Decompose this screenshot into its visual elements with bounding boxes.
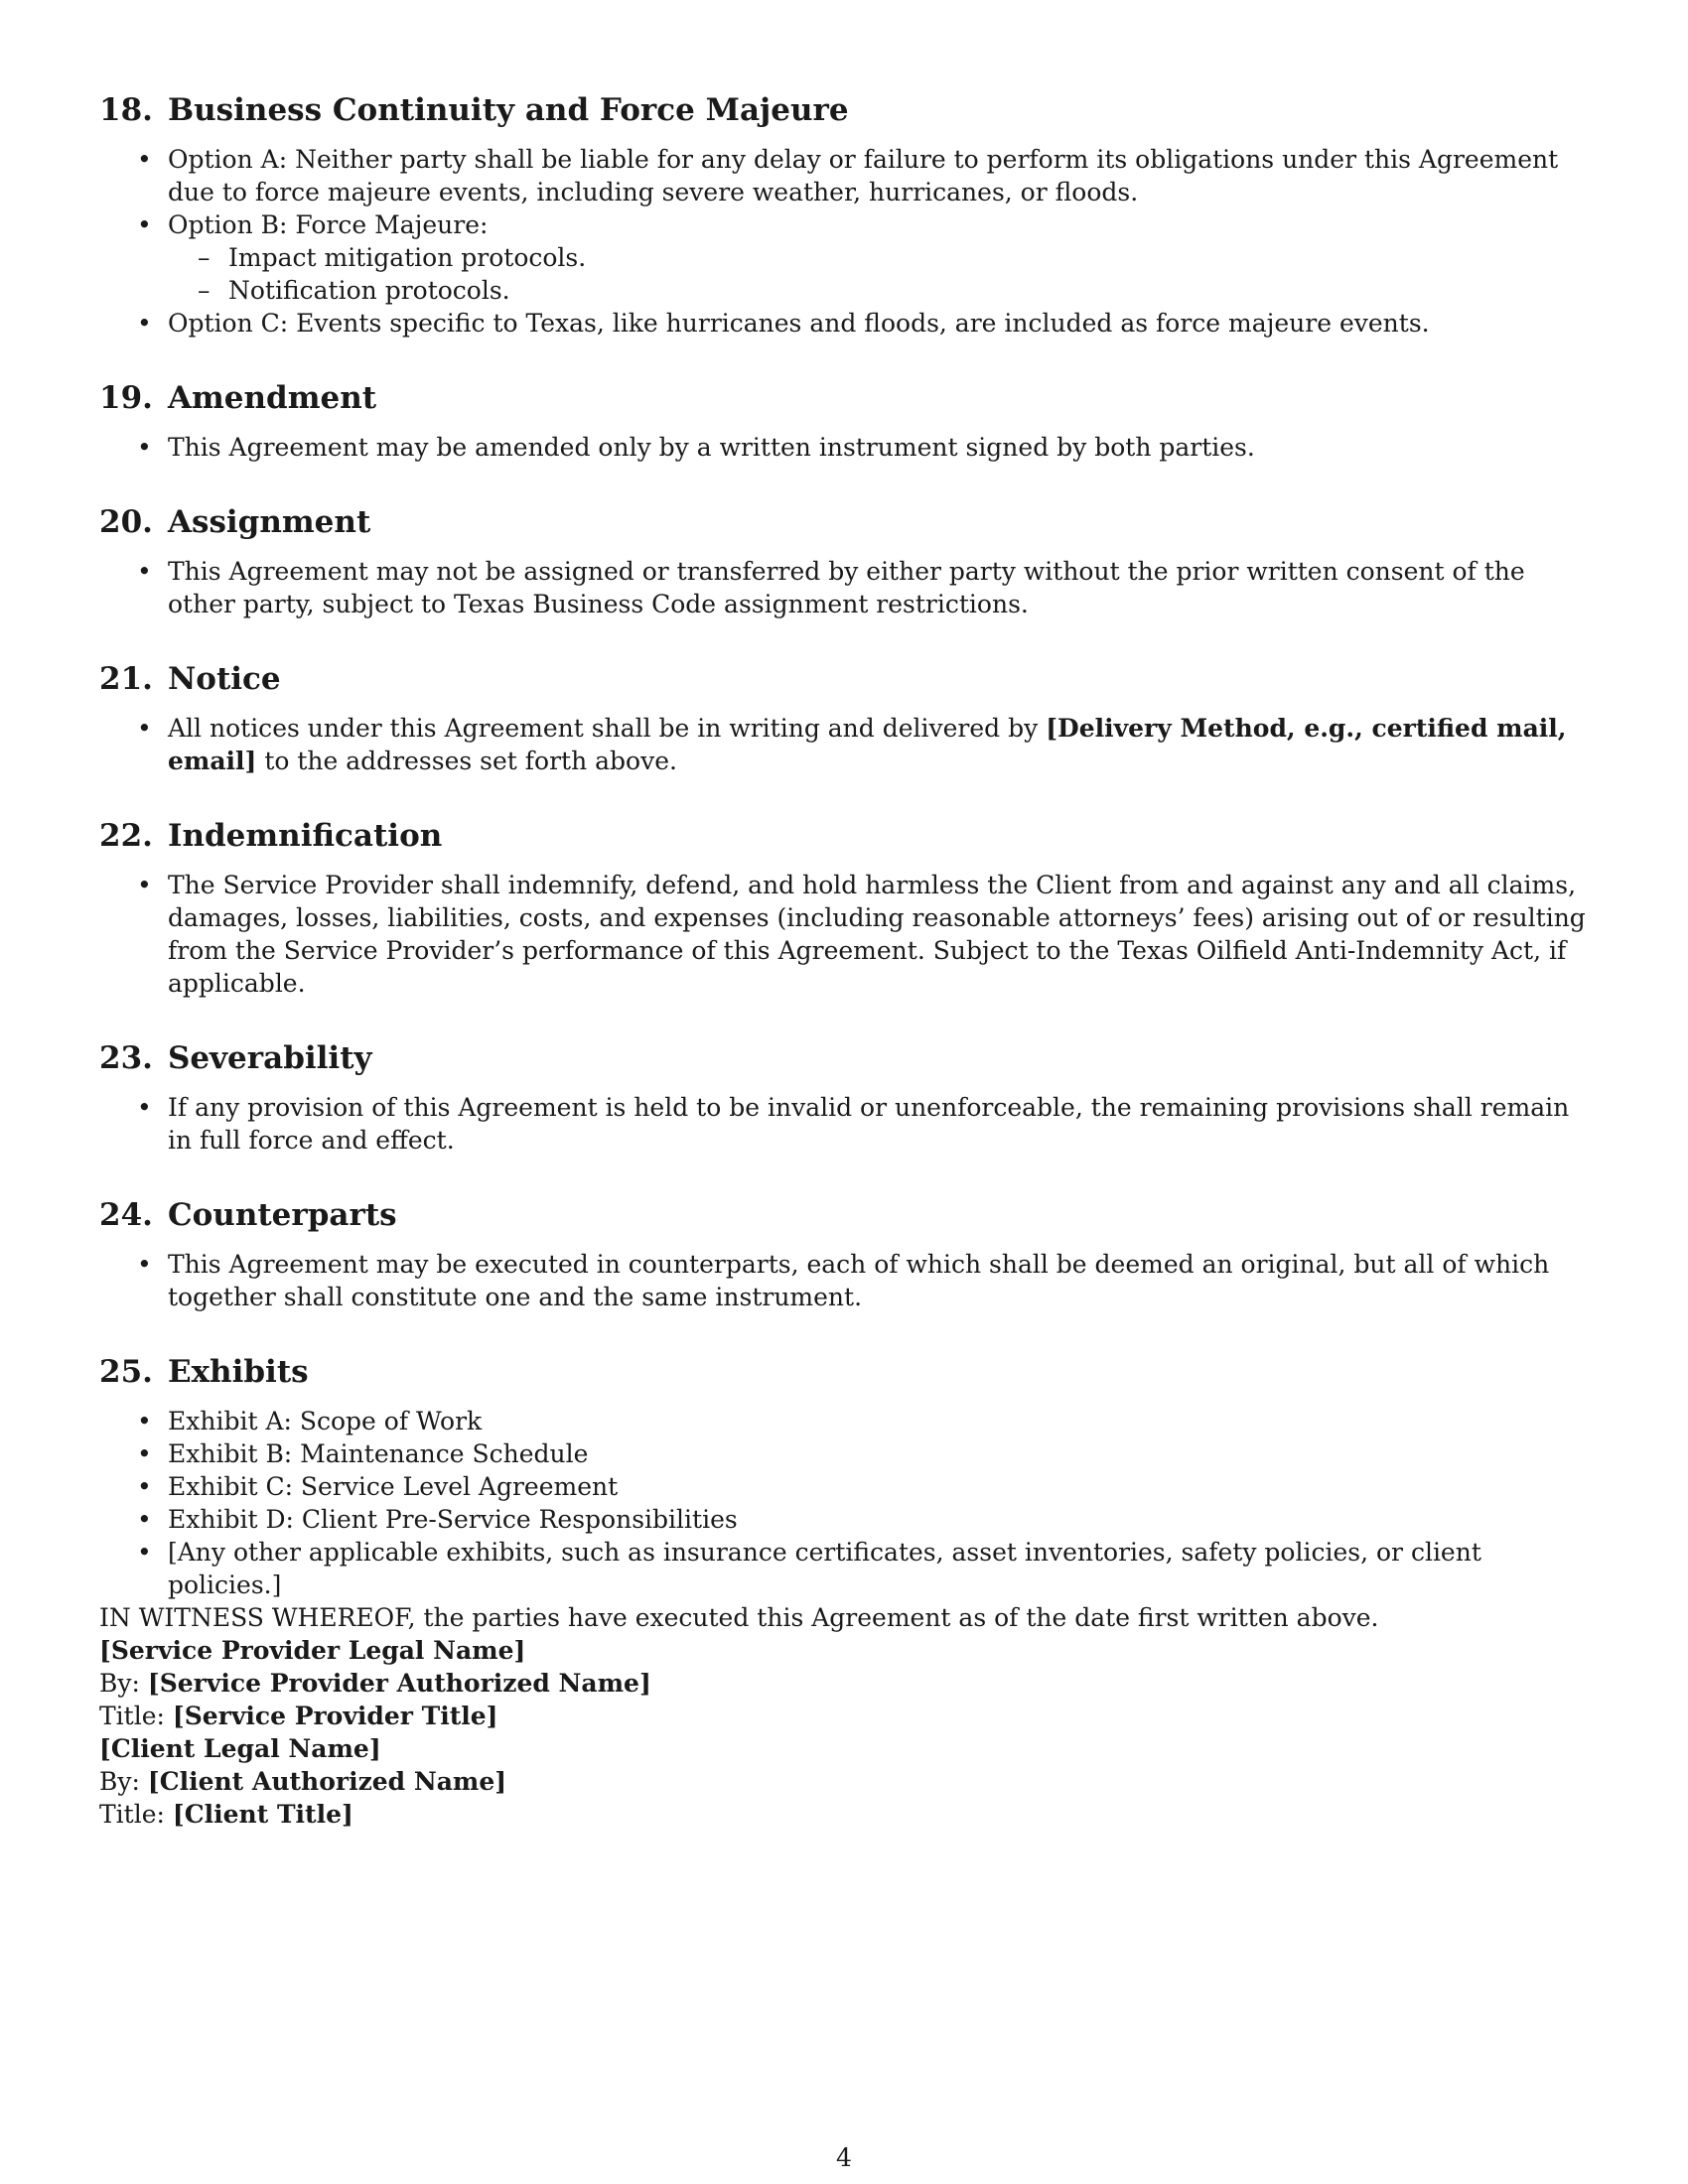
section-24 [99,1196,1589,1313]
section-22 [99,817,1589,1000]
section-20 [99,503,1589,620]
sub-list-item: – Notification protocols. [168,274,1589,307]
list-item: • Exhibit C: Service Level Agreement [99,1470,1589,1503]
section-heading: 23. Severability [99,1040,372,1076]
section-heading: 19. Amendment [99,380,377,416]
section-list [99,555,1589,620]
section-19 [99,379,1589,464]
document-page [99,91,1589,1831]
service-provider-title-line: Title: [Service Provider Title] [99,1702,498,1730]
delivery-method-placeholder: [Delivery Method, e.g., certified mail, email] [168,714,1567,775]
service-provider-by-line: By: [Service Provider Authorized Name] [99,1669,651,1698]
section-23 [99,1039,1589,1157]
section-heading: 21. Notice [99,661,281,697]
section-heading: 25. Exhibits [99,1354,309,1390]
section-18 [99,91,1589,340]
section-list [99,431,1589,464]
section-heading: 24. Counterparts [99,1197,397,1233]
list-item: • [Any other applicable exhibits, such as insurance certificates, asset inventories, safety policies, or client policies.] [99,1536,1589,1601]
list-item: • If any provision of this Agreement is held to be invalid or unenforceable, the remaining provisions shall remain in full force and effect. [99,1091,1589,1157]
list-item: • Option B: Force Majeure: – Impact mitigation protocols. – Notification protocols. [99,208,1589,307]
list-item: • Exhibit A: Scope of Work [99,1405,1589,1437]
list-item: • Option A: Neither party shall be liable for any delay or failure to perform its obligations under this Agreement due to force majeure events, including severe weather, hurricanes, or floods. [99,143,1589,208]
witness-statement: IN WITNESS WHEREOF, the parties have executed this Agreement as of the date first written above. [99,1603,1379,1632]
page-number: 4 [836,2143,852,2172]
sub-list [168,241,1589,307]
sub-list-item: – Impact mitigation protocols. [168,241,1589,274]
section-list [99,1405,1589,1601]
list-item: • This Agreement may be executed in counterparts, each of which shall be deemed an original, but all of which together shall constitute one and the same instrument. [99,1248,1589,1313]
list-item: • The Service Provider shall indemnify, defend, and hold harmless the Client from and against any and all claims, damages, losses, liabilities, costs, and expenses (including reasonable attorneys’ fees) arising out of or resulting from the Service Provider’s performance of this Agreement. Subject to the Texas Oilfield Anti-Indemnity Act, if applicable. [99,869,1589,1000]
list-item: • Exhibit D: Client Pre-Service Responsibilities [99,1503,1589,1536]
section-heading: 20. Assignment [99,504,371,540]
section-list [99,1248,1589,1313]
section-list [99,869,1589,1000]
list-item: • This Agreement may be amended only by a written instrument signed by both parties. [99,431,1589,464]
section-heading: 22. Indemnification [99,818,443,854]
list-item: • This Agreement may not be assigned or transferred by either party without the prior written consent of the other party, subject to Texas Business Code assignment restrictions. [99,555,1589,620]
client-title-line: Title: [Client Title] [99,1800,353,1829]
client-legal-name: [Client Legal Name] [99,1734,381,1763]
section-list [99,1091,1589,1157]
section-21 [99,660,1589,777]
section-list [99,712,1589,777]
list-item: • Exhibit B: Maintenance Schedule [99,1437,1589,1470]
section-heading: 18. Business Continuity and Force Majeure [99,92,849,128]
list-item: • Option C: Events specific to Texas, like hurricanes and floods, are included as force majeure events. [99,307,1589,340]
section-list [99,143,1589,340]
list-item: • All notices under this Agreement shall be in writing and delivered by [Delivery Method, e.g., certified mail, email] to the addresses set forth above. [99,712,1589,777]
section-25 [99,1353,1589,1601]
service-provider-legal-name: [Service Provider Legal Name] [99,1636,526,1665]
client-by-line: By: [Client Authorized Name] [99,1767,507,1796]
